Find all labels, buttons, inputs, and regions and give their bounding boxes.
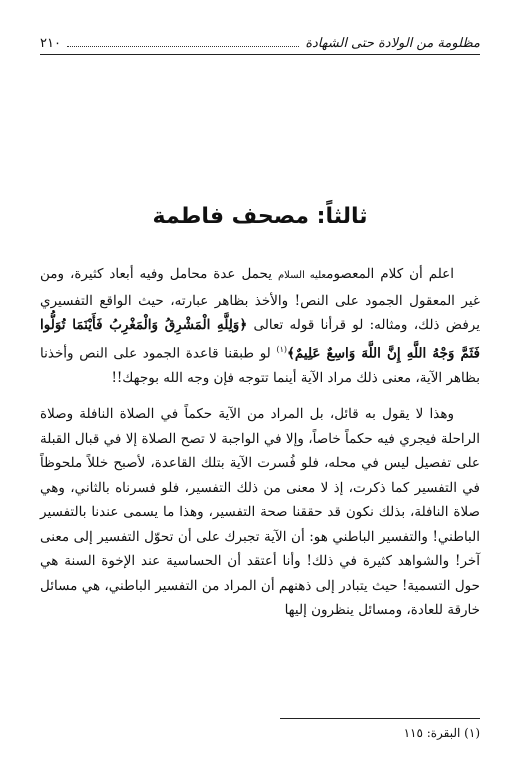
footnote-marker: (١) — [276, 344, 287, 354]
paragraph-2: وهذا لا يقول به قائل، بل المراد من الآية حكماً في الصلاة النافلة وصلاة الراحلة فيجري فيه حكماً خاصاً، وإلا في الواجبة لا تصح الصلاة إلا في قبال القبلة على تفصيل ليس في محله، فلو فُسرت الآية بتلك القاعدة، لأصبح خللاً ملحوظاً في التفسير كما ذكرت، إذ لا معنى من ذلك التفسير، فلو فسرناه بالثاني، وهي صلاة النافلة، بذلك نكون قد حققنا صحة التفسير، وهذا ما يسمى عندنا بالتفسير الباطني! والتفسير الباطني هو: أن الآية تجبرك على أن تحوّل التفسير إلى معنى آخر! والشواهد كثيرة في ذلك! وأنا أعتقد أن الحساسية عند الإخوة السنة هي حول التسمية! حيث يتبادر إلى ذهنهم أن المراد من التفسير الباطني، هي مسائل خارقة للعادة، ومسائل ينظرون إليها — [40, 406, 480, 618]
section-title: ثالثاً: مصحف فاطمة — [152, 204, 368, 229]
page-number: ٢١٠ — [40, 36, 61, 51]
book-title: مظلومة من الولادة حتى الشهادة — [305, 36, 480, 51]
running-header — [40, 30, 480, 55]
quran-verse: ﴿وَلِلَّهِ الْمَشْرِقُ وَالْمَغْرِبُ فَأَيْنَمَا تُوَلُّوا فَثَمَّ وَجْهُ اللَّهِ إِنَّ اللَّهَ وَاسِعٌ عَلِيمٌ﴾ — [40, 317, 480, 361]
footnote-separator — [280, 718, 480, 719]
paragraph-1 — [40, 262, 480, 390]
paragraph-1-part-1: اعلم أن كلام المعصوم — [326, 266, 454, 282]
honorific-mark: عليه السلام — [277, 270, 327, 281]
header-dot-leader — [67, 45, 299, 47]
paragraph-1-part-3: لو طبقنا قاعدة الجمود على النص وأخذنا بظاهر الآية، معنى ذلك مراد الآية أينما تتوجه فإن وجه الله بوجهك!! — [40, 345, 480, 386]
paragraph-1-part-2: يحمل عدة محامل وفيه أبعاد كثيرة، ومن غير المعقول الجمود على النص! والأخذ بظاهر عبارته، حيث الواقع التفسيري يرفض ذلك، ومثاله: لو قرأنا قوله تعالى — [40, 266, 480, 333]
body-text — [40, 262, 480, 623]
footnote: (١) البقرة: ١١٥ — [403, 726, 480, 740]
